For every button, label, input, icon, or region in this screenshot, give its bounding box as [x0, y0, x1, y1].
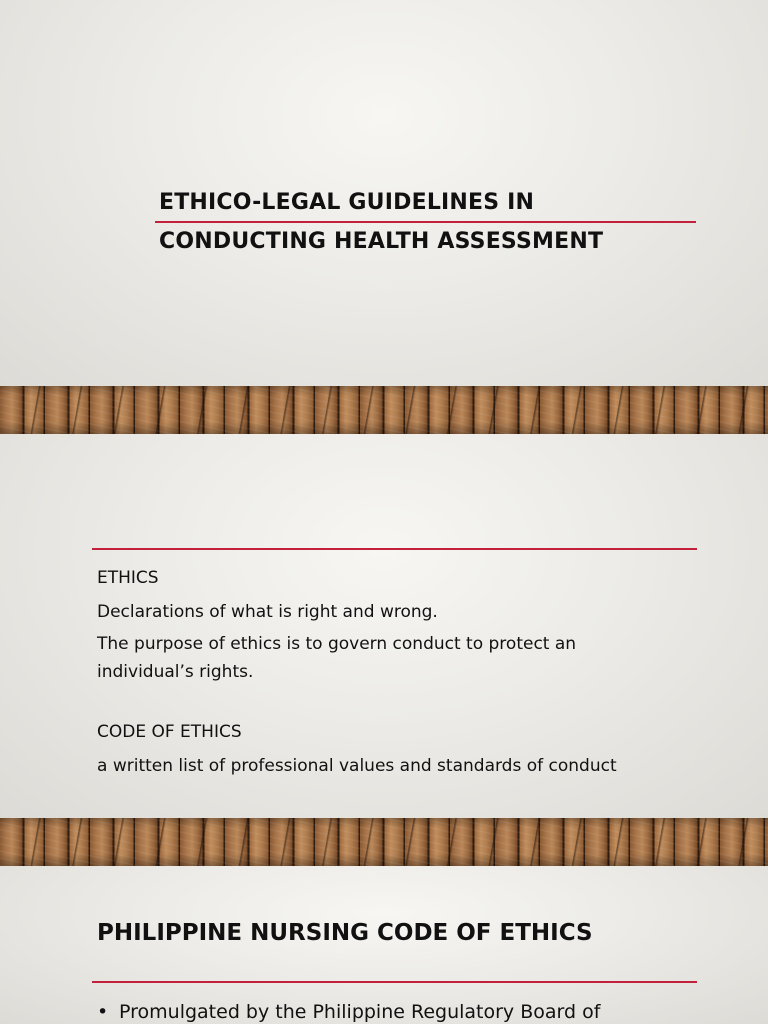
bullet-symbol: •	[97, 1001, 109, 1023]
wood-floor-divider-2	[0, 818, 768, 866]
slide-2-accent-line	[92, 548, 697, 550]
bullet-text: Promulgated by the Philippine Regulatory Board of	[119, 1001, 601, 1023]
slide-1-accent-line	[155, 221, 696, 223]
slide-3-accent-line	[92, 981, 697, 983]
slide-1-title-line-1: ETHICO-LEGAL GUIDELINES IN	[159, 190, 535, 215]
wood-floor-divider-1	[0, 386, 768, 434]
ethics-purpose: The purpose of ethics is to govern conduct to protect an individual’s rights.	[97, 634, 577, 682]
ethics-definition: Declarations of what is right and wrong.	[97, 602, 438, 622]
code-of-ethics-heading: CODE OF ETHICS	[97, 722, 242, 742]
wood-plank-seams	[0, 386, 768, 434]
ethics-heading: ETHICS	[97, 568, 159, 588]
slide-3-title: PHILIPPINE NURSING CODE OF ETHICS	[97, 920, 593, 946]
slide-2	[0, 434, 768, 818]
code-of-ethics-definition: a written list of professional values and standards of conduct	[97, 756, 617, 776]
slide-3	[0, 866, 768, 1024]
bullet-item-1	[97, 1001, 717, 1023]
wood-plank-seams	[0, 818, 768, 866]
slide-1-title-line-2: CONDUCTING HEALTH ASSESSMENT	[159, 229, 604, 254]
slide-1	[0, 0, 768, 386]
